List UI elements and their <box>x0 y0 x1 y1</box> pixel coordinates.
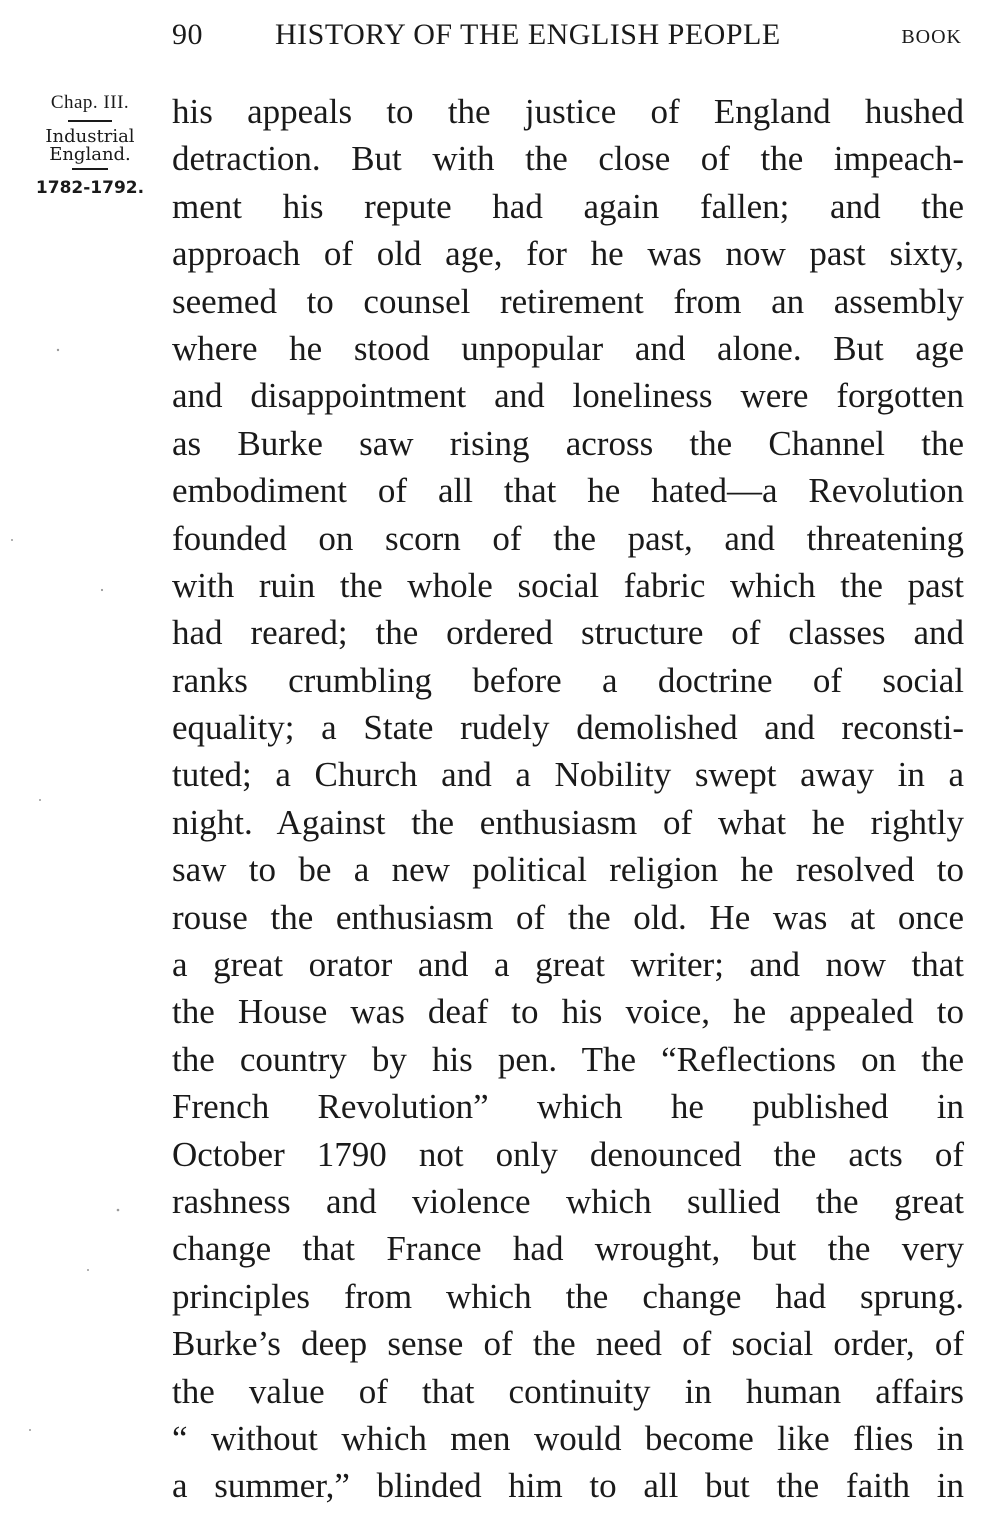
text-line: principles from which the change had sprung. <box>172 1276 964 1316</box>
text-line: had reared; the ordered structure of classes and <box>172 613 964 653</box>
margin-note <box>28 90 152 198</box>
page-number: 90 <box>172 18 203 51</box>
text-line: the value of that continuity in human affairs <box>172 1371 964 1411</box>
text-line: his appeals to the justice of England hushed <box>172 92 964 131</box>
running-title: HISTORY OF THE ENGLISH PEOPLE <box>275 18 781 51</box>
text-line: change that France had wrought, but the very <box>172 1229 964 1269</box>
text-line: approach of old age, for he was now past sixty, <box>172 234 964 274</box>
text-line: ment his repute had again fallen; and the <box>172 186 964 226</box>
text-line: founded on scorn of the past, and threatening <box>172 518 964 558</box>
text-line: and disappointment and loneliness were forgotten <box>172 376 964 416</box>
text-line: rouse the enthusiasm of the old. He was at once <box>172 897 964 937</box>
text-line: seemed to counsel retirement from an assembly <box>172 281 964 321</box>
text-line: embodiment of all that he hated—a Revolution <box>172 471 964 511</box>
text-line: rashness and violence which sullied the great <box>172 1181 964 1221</box>
text-line: the country by his pen. The “Reflections on the <box>172 1039 964 1079</box>
text-line: French Revolution” which he published in <box>172 1087 964 1127</box>
book-label: BOOK <box>901 26 962 48</box>
text-line: a summer,” blinded him to all but the faith in <box>172 1466 964 1506</box>
margin-topic-line2: England. <box>49 144 131 165</box>
text-line: October 1790 not only denounced the acts of <box>172 1134 964 1174</box>
text-line: with ruin the whole social fabric which the past <box>172 565 964 605</box>
body-text <box>172 88 964 1510</box>
text-line: saw to be a new political religion he resolved to <box>172 850 964 890</box>
text-line: detraction. But with the close of the impeach- <box>172 139 964 179</box>
text-line: the House was deaf to his voice, he appealed to <box>172 992 964 1032</box>
margin-divider <box>68 120 112 122</box>
margin-dates: 1782-1792. <box>35 178 145 198</box>
margin-topic-line1: Industrial <box>45 126 135 147</box>
scan-speckles <box>0 280 140 1520</box>
text-line: tuted; a Church and a Nobility swept away in a <box>172 755 964 795</box>
text-line: as Burke saw rising across the Channel the <box>172 423 964 463</box>
text-line: Burke’s deep sense of the need of social order, of <box>172 1324 964 1364</box>
text-line: night. Against the enthusiasm of what he rightly <box>172 802 964 842</box>
text-line: a great orator and a great writer; and now that <box>172 945 964 985</box>
text-line: “ without which men would become like flies in <box>172 1418 964 1458</box>
text-line: where he stood unpopular and alone. But age <box>172 328 964 368</box>
chapter-label: Chap. III. <box>50 92 130 113</box>
margin-divider <box>72 168 108 170</box>
text-line: equality; a State rudely demolished and reconsti- <box>172 708 964 748</box>
text-line: ranks crumbling before a doctrine of social <box>172 660 964 700</box>
running-header <box>172 14 962 54</box>
